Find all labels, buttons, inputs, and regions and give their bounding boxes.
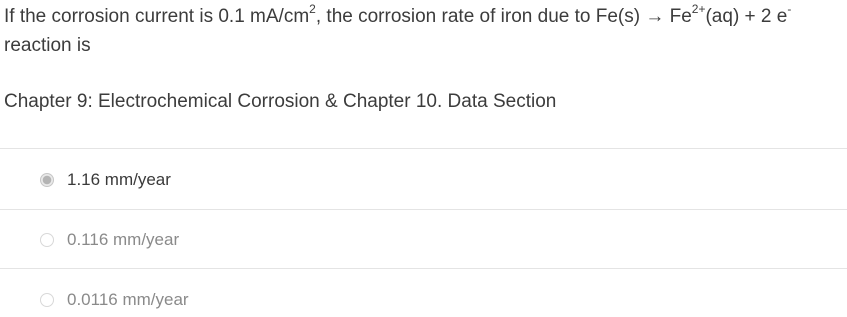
radio-button[interactable] [40,233,54,247]
answer-option-label: 0.0116 mm/year [67,290,189,309]
superscript-squared: 2 [309,1,316,16]
question-part-1: If the corrosion current is 0.1 mA/cm [4,6,310,27]
superscript-charge: 2+ [691,1,706,16]
divider [0,148,847,149]
question-part-3: (aq) + 2 e [705,6,788,27]
answer-option-1[interactable] [40,167,171,193]
chapter-reference: Chapter 9: Electrochemical Corrosion & Chapter 10. Data Section [4,91,557,112]
question-part-2: , the corrosion rate of iron due to Fe(s) → Fe [315,6,692,27]
answer-option-label: 1.16 mm/year [67,170,171,189]
radio-button-selected[interactable] [40,173,54,187]
radio-button[interactable] [40,293,54,307]
superscript-electron-charge: - [787,1,792,16]
divider [0,209,847,210]
answer-option-2[interactable] [40,227,179,253]
answer-option-3[interactable] [40,287,189,313]
question-part-4: reaction is [4,35,91,56]
answer-option-label: 0.116 mm/year [67,230,180,249]
question-text [4,2,842,60]
divider [0,268,847,269]
